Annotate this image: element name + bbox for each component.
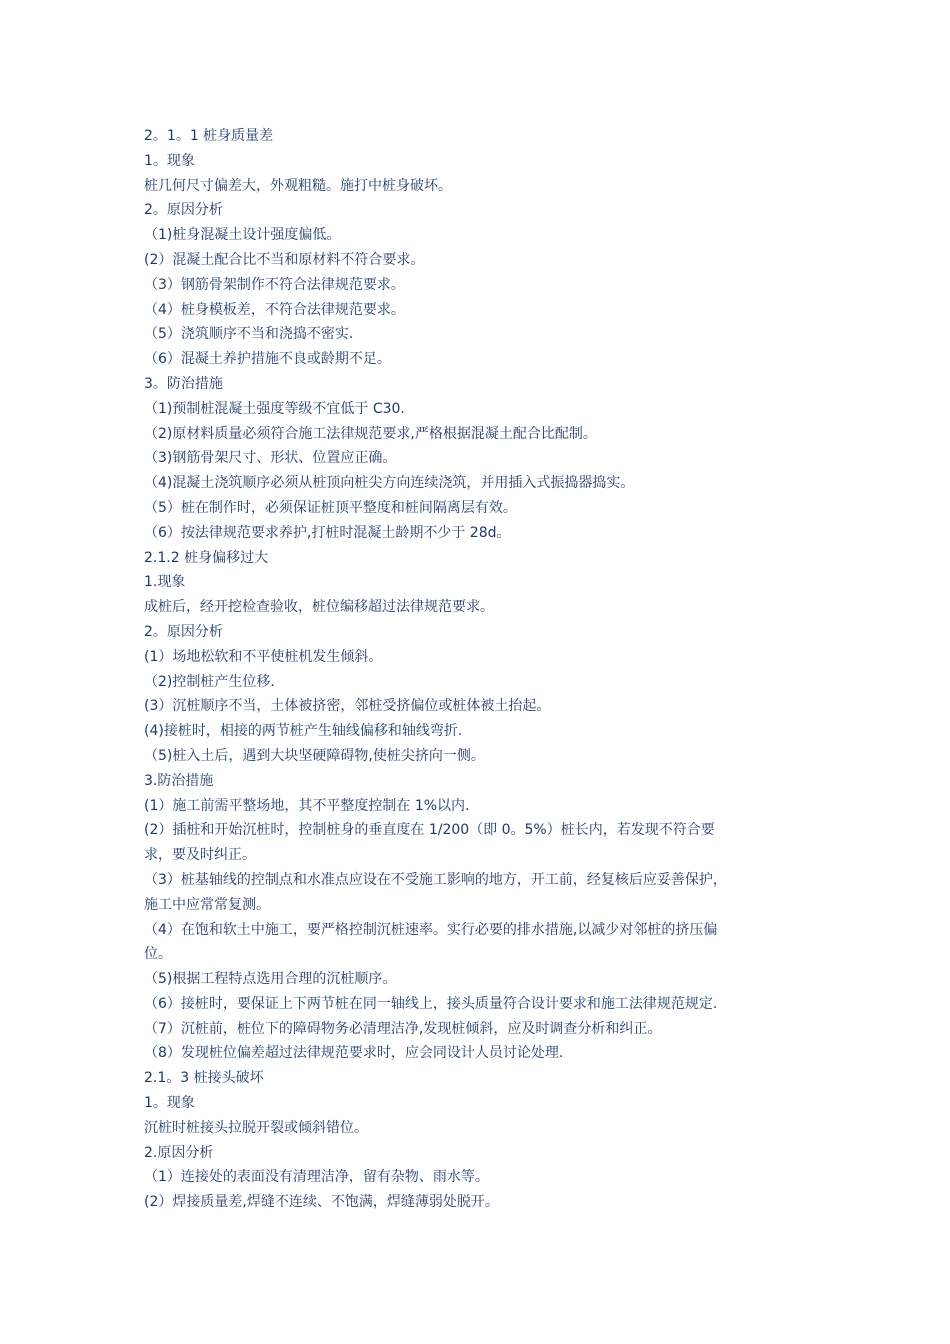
document-body [144,124,820,1215]
list-item: (1）场地松软和不平使桩机发生倾斜。 [144,648,383,665]
list-item-continuation: 施工中应常常复测。 [144,896,270,913]
subheading: 2。原因分析 [144,623,223,640]
subheading: 2。原因分析 [144,202,223,219]
section-heading: 2。1。1 桩身质量差 [144,128,274,144]
list-item: (2）混凝土配合比不当和原材料不符合要求。 [144,251,425,268]
section-heading: 2.1.2 桩身偏移过大 [144,549,269,566]
subheading: 2.原因分析 [144,1144,214,1161]
list-item: （4）在饱和软土中施工，要严格控制沉桩速率。实行必要的排水措施,以减少对邻桩的挤压偏 [144,921,718,938]
list-item: （3）钢筋骨架制作不符合法律规范要求。 [144,276,405,293]
list-item: （8）发现桩位偏差超过法律规范要求时，应会同设计人员讨论处理. [144,1045,564,1062]
list-item: （6）混凝土养护措施不良或龄期不足。 [144,351,391,368]
paragraph: 沉桩时桩接头拉脱开裂或倾斜错位。 [144,1119,368,1136]
list-item: (2）焊接质量差,焊缝不连续、不饱满，焊缝薄弱处脱开。 [144,1194,499,1211]
section-heading: 2.1。3 桩接头破坏 [144,1070,264,1087]
list-item: （2)控制桩产生位移. [144,673,275,690]
subheading: 3。防治措施 [144,375,223,392]
list-item-continuation: 位。 [144,946,172,963]
list-item: （1)桩身混凝土设计强度偏低。 [144,227,341,244]
subheading: 1.现象 [144,574,186,591]
list-item: （7）沉桩前，桩位下的障碍物务必清理洁净,发现桩倾斜，应及时调查分析和纠正。 [144,1020,662,1037]
list-item: （5）浇筑顺序不当和浇捣不密实. [144,326,354,343]
subheading: 3.防治措施 [144,772,214,789]
list-item: （5)根据工程特点选用合理的沉桩顺序。 [144,971,397,988]
list-item: （1）连接处的表面没有清理洁净，留有杂物、雨水等。 [144,1169,489,1186]
list-item: （3)钢筋骨架尺寸、形状、位置应正确。 [144,450,397,467]
list-item: （4)混凝土浇筑顺序必须从桩顶向桩尖方向连续浇筑，并用插入式振捣器捣实。 [144,475,635,492]
list-item: (3）沉桩顺序不当，土体被挤密，邻桩受挤偏位或桩体被土抬起。 [144,698,551,715]
list-item: （1)预制桩混凝土强度等级不宜低于 C30. [144,400,405,417]
paragraph: 成桩后，经开挖检查验收，桩位编移超过法律规范要求。 [144,599,494,616]
subheading: 1。现象 [144,152,195,169]
list-item: （4）桩身模板差，不符合法律规范要求。 [144,301,405,318]
subheading: 1。现象 [144,1095,195,1112]
list-item: （6）接桩时，要保证上下两节桩在同一轴线上，接头质量符合设计要求和施工法律规范规定. [144,995,718,1012]
list-item: (4)接桩时，相接的两节桩产生轴线偏移和轴线弯折. [144,723,463,740]
list-item: (1）施工前需平整场地，其不平整度控制在 1%以内. [144,797,470,814]
list-item: （6）按法律规范要求养护,打桩时混凝土龄期不少于 28d。 [144,524,511,541]
list-item: （5)桩入土后，遇到大块坚硬障碍物,使桩尖挤向一侧。 [144,747,485,764]
list-item-continuation: 求，要及时纠正。 [144,847,256,864]
list-item: (2）插桩和开始沉桩时，控制桩身的垂直度在 1/200（即 0。5%）桩长内，若发现不符合要 [144,822,715,839]
list-item: （3）桩基轴线的控制点和水准点应设在不受施工影响的地方，开工前，经复核后应妥善保护， [144,871,727,888]
paragraph: 桩几何尺寸偏差大，外观粗糙。施打中桩身破坏。 [144,177,452,194]
list-item: （2)原材料质量必须符合施工法律规范要求,严格根据混凝土配合比配制。 [144,425,597,442]
list-item: （5）桩在制作时，必须保证桩顶平整度和桩间隔离层有效。 [144,499,517,516]
